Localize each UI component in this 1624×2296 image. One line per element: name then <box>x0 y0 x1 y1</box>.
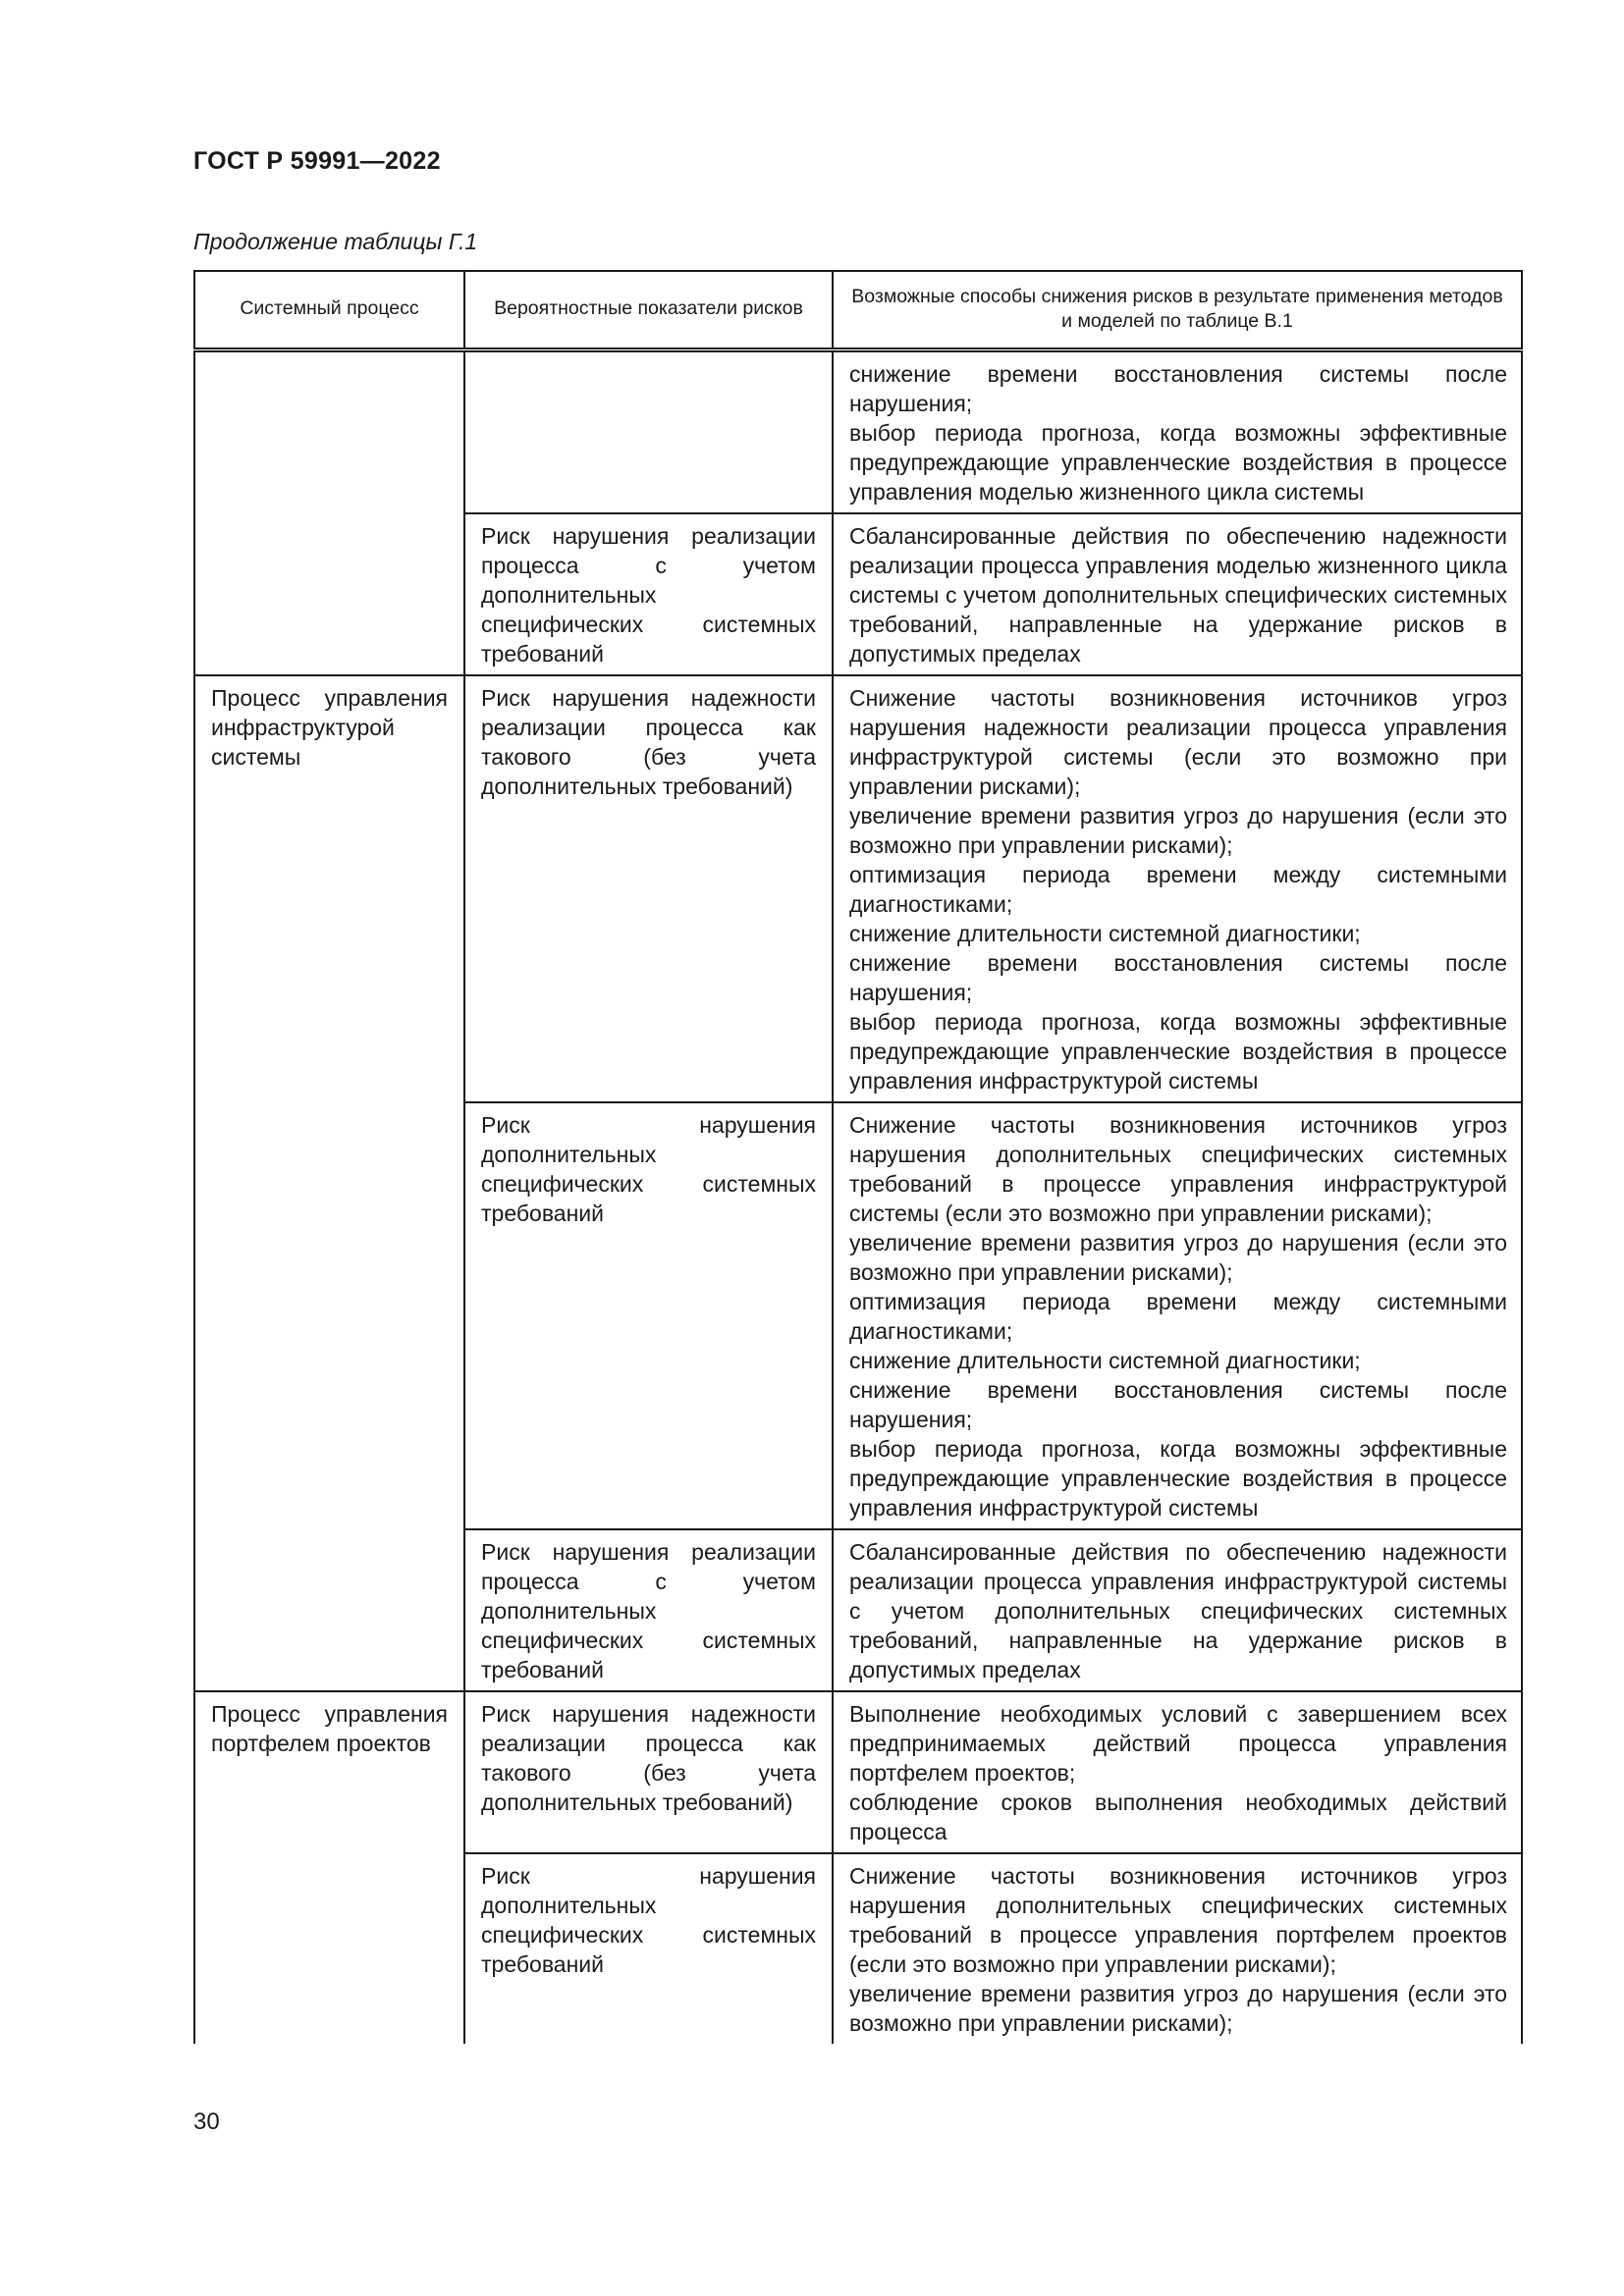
measure-item: оптимизация периода времени между системными диагностиками; <box>849 862 1507 917</box>
measure-item: выбор периода прогноза, когда возможны эффективные предупреждающие управленческие воздействия в процессе управления моделью жизненного цикла системы <box>849 420 1507 505</box>
risk-cell <box>464 350 833 514</box>
column-header-process: Системный процесс <box>194 271 464 350</box>
measures-cell <box>833 1853 1522 2044</box>
page-number: 30 <box>193 2109 220 2135</box>
measure-item: снижение времени восстановления системы после нарушения; <box>849 950 1507 1005</box>
measure-item: увеличение времени развития угроз до нарушения (если это возможно при управлении рисками); <box>849 803 1507 858</box>
table-row <box>194 1691 1522 1853</box>
measure-item: оптимизация периода времени между системными диагностиками; <box>849 1289 1507 1344</box>
measure-item: Сбалансированные действия по обеспечению надежности реализации процесса управления инфраструктурой системы с учетом дополнительных специфических системных требований, направленные на удержание рисков в допустимых пределах <box>849 1539 1507 1682</box>
measure-item: соблюдение сроков выполнения необходимых действий процесса <box>849 1789 1507 1844</box>
risk-cell: Риск нарушения реализации процесса с учетом дополнительных специфических системных требований <box>464 1529 833 1691</box>
measure-item: Выполнение необходимых условий с завершением всех предпринимаемых действий процесса управления портфелем проектов; <box>849 1701 1507 1786</box>
measures-cell <box>833 1691 1522 1853</box>
measure-item: Снижение частоты возникновения источников угроз нарушения надежности реализации процесса управления инфраструктурой системы (если это возможно при управлении рисками); <box>849 685 1507 799</box>
measure-item: Сбалансированные действия по обеспечению надежности реализации процесса управления моделью жизненного цикла системы с учетом дополнительных специфических системных требований, направленные на удержание рисков в допустимых пределах <box>849 523 1507 667</box>
measures-cell <box>833 675 1522 1102</box>
table-row <box>194 350 1522 514</box>
risk-cell: Риск нарушения дополнительных специфических системных требований <box>464 1853 833 2044</box>
table-header-row <box>194 271 1522 350</box>
process-cell: Процесс управления инфраструктурой системы <box>194 675 464 1691</box>
measure-item: снижение длительности системной диагностики; <box>849 1348 1361 1373</box>
measures-cell <box>833 1529 1522 1691</box>
measure-item: снижение времени восстановления системы после нарушения; <box>849 1377 1507 1432</box>
risk-cell: Риск нарушения надежности реализации процесса как такового (без учета дополнительных требований) <box>464 1691 833 1853</box>
column-header-measures: Возможные способы снижения рисков в результате применения методов и моделей по таблице В.1 <box>833 271 1522 350</box>
measures-cell <box>833 1102 1522 1529</box>
measures-cell <box>833 350 1522 514</box>
measure-item: Снижение частоты возникновения источников угроз нарушения дополнительных специфических системных требований в процессе управления инфраструктурой системы (если это возможно при управлении рисками); <box>849 1112 1507 1226</box>
measure-item: снижение длительности системной диагностики; <box>849 921 1361 946</box>
document-header: ГОСТ Р 59991—2022 <box>193 147 441 175</box>
risk-table <box>193 270 1523 2044</box>
measure-item: выбор периода прогноза, когда возможны эффективные предупреждающие управленческие воздействия в процессе управления инфраструктурой системы <box>849 1009 1507 1094</box>
risk-cell: Риск нарушения дополнительных специфических системных требований <box>464 1102 833 1529</box>
table-caption: Продолжение таблицы Г.1 <box>193 229 478 254</box>
measure-item: снижение времени восстановления системы после нарушения; <box>849 361 1507 416</box>
process-cell <box>194 350 464 676</box>
process-cell: Процесс управления портфелем проектов <box>194 1691 464 2044</box>
measure-item: увеличение времени развития угроз до нарушения (если это возможно при управлении рисками); <box>849 1981 1507 2036</box>
measure-item: выбор периода прогноза, когда возможны эффективные предупреждающие управленческие воздействия в процессе управления инфраструктурой системы <box>849 1436 1507 1521</box>
risk-cell: Риск нарушения реализации процесса с учетом дополнительных специфических системных требований <box>464 513 833 675</box>
column-header-risk: Вероятностные показатели рисков <box>464 271 833 350</box>
table-row <box>194 675 1522 1102</box>
measures-cell <box>833 513 1522 675</box>
risk-cell: Риск нарушения надежности реализации процесса как такового (без учета дополнительных требований) <box>464 675 833 1102</box>
measure-item: Снижение частоты возникновения источников угроз нарушения дополнительных специфических системных требований в процессе управления портфелем проектов (если это возможно при управлении рисками); <box>849 1863 1507 1977</box>
measure-item: увеличение времени развития угроз до нарушения (если это возможно при управлении рисками); <box>849 1230 1507 1285</box>
